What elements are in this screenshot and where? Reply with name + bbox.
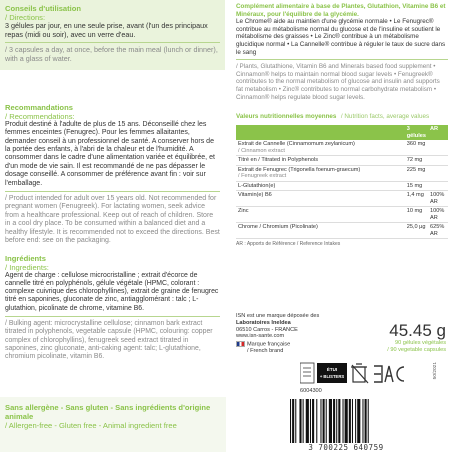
- ingr-title-fr: Ingrédients: [5, 253, 46, 263]
- reco-title-en: / Recommendations:: [5, 111, 75, 121]
- usage-divider: [5, 42, 220, 43]
- barcode-bar: [336, 399, 337, 443]
- barcode-bar: [316, 399, 317, 443]
- description-block: [228, 0, 452, 101]
- table-row: [236, 140, 448, 156]
- allergen-section: [0, 403, 225, 430]
- lot-number: 50/2021: [433, 362, 438, 380]
- barcode-bar: [329, 399, 332, 443]
- table-row: [236, 165, 448, 181]
- barcode-bar: [326, 399, 327, 443]
- barcode: [286, 397, 406, 452]
- bin-icon: [351, 364, 368, 383]
- description-fr: Le Chrome® aide au maintien d'une glycémie normale • Le Fenugrec® contribue au métabolisme normal du glucose et de l'insuline et soutient le métabolisme des graisses • Le Zinc® contribue à un métabolisme glucidique normal • La Cannelle® contribue à réguler le taux de sucre dans le sang: [236, 18, 446, 56]
- made-en: / French brand: [247, 348, 284, 355]
- header-blank: [236, 125, 405, 140]
- triman-icon: [300, 362, 410, 388]
- row-ar: [428, 181, 448, 191]
- ingr-text-fr: Agent de charge : cellulose microcristalline ; extrait d'écorce de cannelle titré en polyphénols, gélule végétale (HPMC, colorant : complexe cuivrique des chlorophyllines), extrait de graine de fenugrec titré en saponines, gluconate de zinc, antiagglomérant : talc ; L-glutathion, picolinate de chrome, vitamine B6.: [5, 271, 219, 312]
- barcode-bar: [333, 399, 335, 443]
- reco-title-fr: Recommandations: [5, 102, 73, 112]
- brand-line-3: 06510 Carros - FRANCE: [236, 326, 298, 333]
- barcode-number: 3 700225 640759: [286, 443, 406, 452]
- reco-divider: [5, 191, 220, 192]
- row-ar: [428, 165, 448, 181]
- barcode-bar: [320, 399, 321, 443]
- table-row: [236, 207, 448, 223]
- barcode-bar: [352, 399, 353, 443]
- description-divider: [236, 59, 448, 60]
- description-en: / Plants, Glutathione, Vitamin B6 and Minerals based food supplement • Cinnamon® helps to maintain normal blood sugar levels • Fenugreek® contributes to the normal metabolism of glucose and insulin and supports fat metabolism • Zinc® contributes to normal carbohydrate metabolism • Cinnamon® helps regulate blood sugar levels.: [236, 63, 440, 101]
- usage-text-fr: 3 gélules par jour, en une seule prise, avant (l'un des principaux repas (midi ou soir), avec un verre d'eau.: [5, 21, 208, 39]
- brand-line-2: Laboratoires Ineldea: [236, 319, 291, 326]
- row-label: [236, 140, 405, 156]
- table-row: [236, 223, 448, 239]
- barcode-bar: [303, 399, 304, 443]
- reco-text-en: / Product intended for adult over 15 years old. Not recommended for pregnant women (Fenugreek). For lactating women, seek advice from a healthcare professional. Keep out of reach of children. Store in a cool dry place. To be consumed within a balanced diet and a healthy lifestyle. It is recommended not to exceed the directions. Best before end: see on the packaging.: [5, 195, 220, 245]
- nutrition-title-en: / Nutrition facts, average values: [340, 113, 430, 121]
- table-row: [236, 156, 448, 166]
- barcode-bar: [362, 399, 363, 443]
- barcode-bars: [286, 397, 406, 449]
- row-ar: 625% AR: [428, 223, 448, 239]
- table-row: [236, 191, 448, 207]
- french-brand: [236, 341, 346, 348]
- brand-website: www.isn-sante.com: [236, 333, 285, 340]
- header-dose: 3 gélules: [406, 126, 426, 139]
- row-name: L-Glutathion(e): [236, 181, 405, 191]
- row-name: Vitamin(e) B6: [236, 191, 405, 207]
- usage-title-en: / Directions:: [5, 13, 46, 22]
- ingredients-section: [0, 254, 225, 362]
- row-ar: [428, 140, 448, 156]
- barcode-bar: [345, 399, 348, 443]
- header-ar: AR: [428, 125, 448, 140]
- row-sub: / Cinnamon extract: [238, 147, 285, 154]
- barcode-bar: [310, 399, 311, 443]
- row-name: Extrait de Cannelle (Cinnamomum zeylanicum): [238, 141, 355, 148]
- capsule-count-en: / 90 vegetable capsules: [387, 347, 446, 353]
- nutrition-title-fr: Valeurs nutritionnelles moyennes: [236, 113, 337, 121]
- net-weight: 45.45 g: [389, 321, 446, 340]
- table-note: AR : Apports de Référence / Reference Intakes: [236, 241, 341, 248]
- row-name: Zinc: [236, 207, 405, 223]
- barcode-bar: [312, 399, 314, 443]
- row-value: 360 mg: [405, 140, 428, 156]
- barcode-bar: [306, 399, 309, 443]
- left-column: [0, 0, 225, 452]
- ingr-divider: [5, 316, 220, 317]
- brand-block: [236, 313, 346, 355]
- blisters-label: + BLISTERS: [319, 374, 345, 379]
- etui-label: ÉTUI: [326, 367, 338, 372]
- row-value: 25,0 µg: [405, 223, 428, 239]
- capsule-count-fr: 90 gélules végétales: [394, 340, 446, 346]
- row-sub: / Fenugreek extract: [238, 173, 287, 180]
- barcode-bar: [357, 399, 360, 443]
- description-title: Complément alimentaire à base de Plantes, Glutathion, Vitamine B6 et Minéraux, pour l'équilibre de la glycémie.: [236, 3, 446, 18]
- barcode-bar: [292, 399, 294, 443]
- row-value: 10 mg: [405, 207, 428, 223]
- recommendations-section: [0, 103, 225, 246]
- row-value: 15 mg: [405, 181, 428, 191]
- barcode-bar: [295, 399, 296, 443]
- nutrition-table-header: [236, 125, 448, 140]
- made-fr: Marque française: [247, 341, 291, 348]
- nutrition-header: [228, 101, 452, 125]
- barcode-bar: [355, 399, 356, 443]
- barcode-bar: [338, 399, 340, 443]
- row-label: [236, 165, 405, 181]
- brand-line-1: ISN est une marque déposée des: [236, 313, 320, 319]
- barcode-bar: [365, 399, 367, 443]
- row-value: 1,4 mg: [405, 191, 428, 207]
- reco-text-fr: Produit destiné à l'adulte de plus de 15 ans. Déconseillé chez les femmes enceintes (Fenugrec). Pour les femmes allaitantes, demander conseil à un professionnel de santé. A conserver hors de la portée des enfants, à l'abri de la chaleur et de l'humidité. A consommer dans le cadre d'une alimentation variée et équilibrée, et d'un mode de vie sain. Il est recommandé de ne pas dépasser le dosage conseillé. A consommer de préférence avant fin : voir sur l'emballage.: [5, 120, 215, 187]
- barcode-bar: [290, 399, 291, 443]
- barcode-bar: [368, 399, 369, 443]
- ingr-text-en: / Bulking agent: microcrystalline cellulose; cinnamon bark extract titrated in polyphenols, vegetable capsule (HPMC, colouring: copper complex of chlorophyllins), fenugreek seed extract titrated in saponines, zinc gluconate, anti-caking agent: talc; L-glutathione, chromium picolinate, vitamin B6.: [5, 319, 213, 361]
- barcode-bar: [323, 399, 325, 443]
- usage-text-en: / 3 capsules a day, at once, before the main meal (lunch or dinner), with a glass of water.: [5, 45, 218, 64]
- row-name: Extrait de Fenugrec (Trigonella foenum-graecum): [238, 166, 361, 173]
- barcode-bar: [299, 399, 301, 443]
- table-row: [236, 181, 448, 191]
- ingr-title-en: / Ingredients:: [5, 262, 49, 272]
- usage-title-fr: Conseils d'utilisation: [5, 4, 82, 13]
- allergen-en: / Allergen-free - Gluten free - Animal ingredient free: [5, 421, 177, 430]
- allergen-fr: Sans allergène - Sans gluten - Sans ingrédients d'origine animale: [5, 403, 211, 421]
- barcode-bar: [349, 399, 351, 443]
- row-name: Chrome / Chromium (Picolinate): [236, 223, 405, 239]
- barcode-bar: [343, 399, 344, 443]
- usage-header: [0, 0, 225, 70]
- row-name: Titré en / Titrated in Polyphenols: [236, 156, 405, 166]
- eac-icon: [374, 366, 404, 382]
- row-value: 225 mg: [405, 165, 428, 181]
- row-ar: [428, 156, 448, 166]
- nutrition-table: [236, 125, 448, 239]
- row-ar: 100% AR: [428, 191, 448, 207]
- product-code: 6004300: [300, 388, 322, 394]
- row-ar: 100% AR: [428, 207, 448, 223]
- row-value: 72 mg: [405, 156, 428, 166]
- french-flag-icon: [236, 341, 245, 347]
